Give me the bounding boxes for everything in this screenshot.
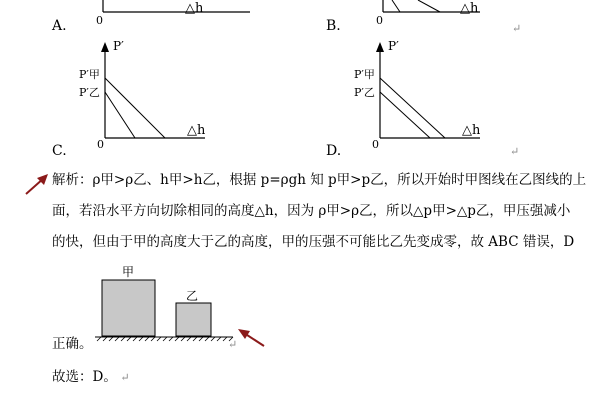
graph-a-origin: 0	[96, 14, 103, 26]
graph-c-x-label: △h	[187, 123, 206, 138]
graph-b-line-2	[418, 0, 440, 12]
graph-d-line-yi	[380, 92, 430, 138]
graph-b-x-label: △h	[460, 1, 479, 16]
graph-d-origin: 0	[372, 138, 379, 148]
block-jia	[102, 280, 155, 336]
block-yi-label: 乙	[186, 289, 199, 303]
return-mark: ↵	[228, 338, 238, 351]
graph-c-origin: 0	[97, 138, 104, 148]
graph-d-y-label: P′	[388, 39, 399, 53]
graph-a-x-label: △h	[185, 1, 204, 16]
block-yi	[176, 303, 211, 336]
block-jia-label: 甲	[122, 265, 135, 279]
graph-c-label-jia: P′甲	[79, 68, 100, 81]
graph-d-x-label: △h	[462, 123, 481, 138]
graph-c-label-yi: P′乙	[79, 86, 100, 99]
graph-c-line-yi	[105, 92, 135, 138]
analysis-line-4: 正确。	[52, 336, 93, 352]
graph-c-line-jia	[105, 78, 165, 138]
graph-c-y-label: P′	[113, 39, 124, 53]
graph-d-line-jia	[380, 78, 445, 138]
option-d-letter: D.	[326, 143, 342, 159]
annotation-arrow-1	[22, 170, 52, 198]
graph-b-line-1	[392, 0, 400, 12]
graph-b	[370, 0, 530, 26]
graph-d-label-yi: P′乙	[354, 86, 375, 99]
analysis-line-3: 的快，但由于甲的高度大于乙的高度，甲的压强不可能比乙先变成零，故 ABC 错误，D	[52, 234, 575, 250]
answer-text: 故选：D。	[52, 369, 117, 385]
graph-b-origin: 0	[376, 14, 383, 26]
return-mark: ↵	[116, 371, 130, 384]
option-b-letter: B.	[326, 18, 341, 34]
option-c-letter: C.	[52, 143, 67, 159]
ground-hatch	[97, 337, 233, 341]
blocks-figure	[95, 262, 235, 342]
return-mark: ↵	[512, 22, 522, 35]
return-mark: ↵	[510, 145, 520, 158]
graph-c	[75, 38, 215, 148]
graph-d-label-jia: P′甲	[354, 68, 375, 81]
graph-a	[90, 0, 250, 26]
graph-d	[350, 38, 490, 148]
annotation-arrow-2	[234, 326, 270, 352]
analysis-line-2: 面，若沿水平方向切除相同的高度△h，因为 ρ甲>ρ乙，所以△p甲>△p乙，甲压强减小	[52, 203, 571, 219]
graph-c-y-arrow	[101, 42, 109, 52]
option-a-letter: A.	[52, 18, 67, 34]
analysis-line-1: 解析：ρ甲>ρ乙、h甲>h乙，根据 p=ρgh 知 p甲>p乙，所以开始时甲图线在乙图线的上	[52, 172, 587, 188]
answer-line	[52, 367, 130, 388]
graph-d-y-arrow	[376, 42, 384, 52]
